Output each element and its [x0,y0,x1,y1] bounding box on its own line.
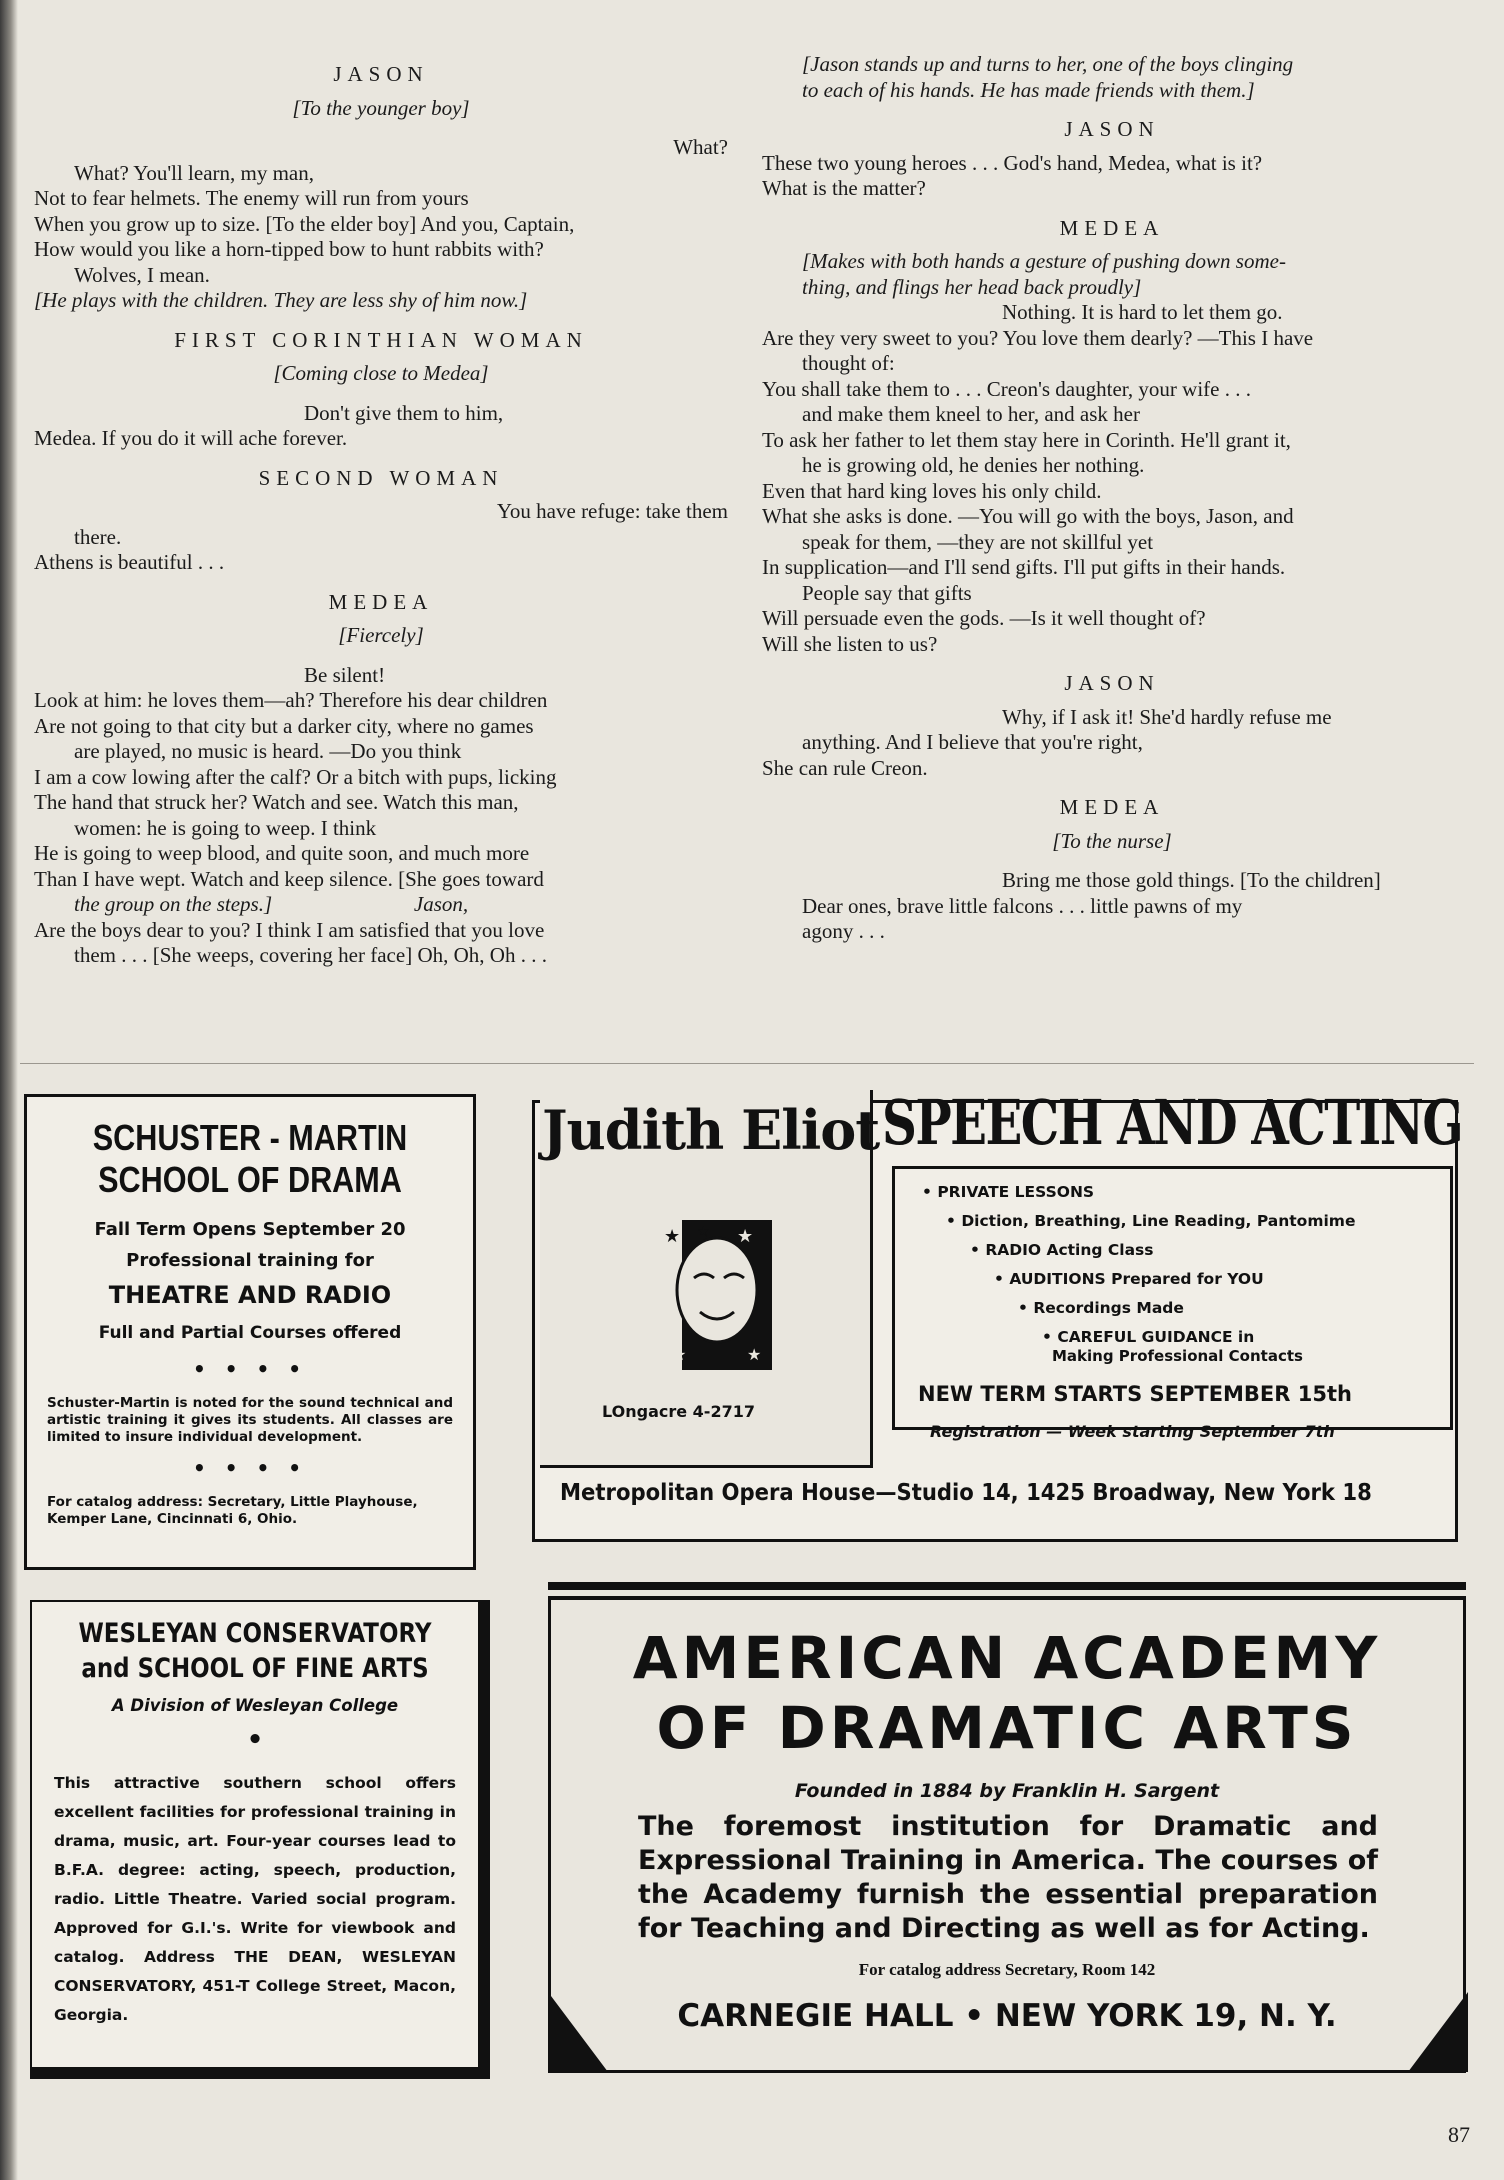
schuster-body: Schuster-Martin is noted for the sound technical and artistic training it gives its students. All classes are limited to insure individual development. [47,1395,453,1445]
eliot-lesson-item [922,1178,1442,1207]
dialogue-line: Nothing. It is hard to let them go. [1002,300,1283,324]
theatre-mask-icon [642,1220,782,1370]
svg-text:★: ★ [664,1226,681,1247]
eliot-registration: Registration — Week starting September 7th [930,1422,1335,1441]
eliot-lesson-list [922,1178,1442,1352]
ad-american-academy [548,1582,1470,2094]
schuster-field: THEATRE AND RADIO [108,1281,392,1309]
dialogue-line: thing, and flings her head back proudly] [802,274,1142,299]
schuster-title-1: SCHUSTER - MARTIN [92,1117,408,1158]
eliot-lesson-text: Recordings Made [1033,1299,1184,1317]
ad-wesleyan-conservatory [30,1600,490,2079]
dialogue-line: to each of his hands. He has made friends with them.] [802,77,1255,102]
stage-direction: [To the younger boy] [292,95,470,120]
bullet-icon: • [946,1212,962,1230]
dialogue-line: Athens is beautiful . . . [34,550,225,574]
speaker-name: JASON [333,62,429,86]
dialogue-line: He is going to weep blood, and quite soon, and much more [34,841,530,865]
dialogue-line: What she asks is done. —You will go with the boys, Jason, and [762,504,1294,528]
dialogue-line: speak for them, —they are not skillful yet [802,529,1154,554]
wesleyan-title-1: WESLEYAN CONSERVATORY [78,1618,432,1649]
eliot-lesson-item [922,1207,1442,1236]
dialogue-line: [Makes with both hands a gesture of pushing down some- [802,249,1286,273]
dialogue-line: Be silent! [304,662,386,687]
bullet-icon: • [1042,1328,1058,1346]
wesleyan-dot: • [246,1725,264,1755]
dialogue-line: Are the boys dear to you? I think I am satisfied that you love [34,917,545,942]
academy-catalog: For catalog address Secretary, Room 142 [858,1960,1156,1979]
academy-top-bar [548,1582,1466,1590]
eliot-lesson-text: Diction, Breathing, Line Reading, Pantomime [961,1212,1356,1230]
bullet-icon: • [994,1270,1010,1288]
dialogue-line: thought of: [802,351,895,375]
dialogue-line: In supplication—and I'll send gifts. I'll put gifts in their hands. [762,555,1286,579]
dialogue-line: there. [74,524,122,549]
schuster-title-2: SCHOOL OF DRAMA [98,1159,402,1200]
play-text-right-column [762,52,1462,945]
dialogue-line: She can rule Creon. [762,755,928,780]
stage-direction: [Fiercely] [338,623,424,647]
stage-direction: [Coming close to Medea] [273,361,489,385]
dialogue-line: and make them kneel to her, and ask her [802,402,1140,426]
page-number: 87 [1448,2122,1470,2147]
dialogue-line: women: he is going to weep. I think [74,815,377,840]
dialogue-line: he is growing old, he denies her nothing. [802,453,1145,477]
dialogue-line: Medea. If you do it will ache forever. [34,426,348,450]
eliot-lesson-text: AUDITIONS Prepared for YOU [1009,1270,1264,1288]
dialogue-line: the group on the steps.] Jason, [74,892,469,916]
eliot-headline: SPEECH AND ACTING [882,1086,1463,1159]
dialogue-line: Than I have wept. Watch and keep silence. [She goes toward [34,866,544,891]
dialogue-line: Look at him: he loves them—ah? Therefore his dear children [34,688,548,712]
dialogue-line: You shall take them to . . . Creon's daughter, your wife . . . [762,376,1251,401]
dialogue-line: People say that gifts [802,580,972,605]
eliot-address: Metropolitan Opera House—Studio 14, 1425 Broadway, New York 18 [560,1480,1372,1506]
eliot-contacts: Making Professional Contacts [1052,1347,1303,1365]
eliot-lesson-text: CAREFUL GUIDANCE in [1057,1328,1255,1346]
schuster-dots-2: • • • • [192,1456,308,1480]
dialogue-line: Wolves, I mean. [74,262,210,287]
speaker-name: MEDEA [1059,215,1165,240]
eliot-lesson-item [922,1236,1442,1265]
svg-text:★: ★ [672,1345,687,1364]
dialogue-line: Even that hard king loves his only child. [762,478,1102,503]
dialogue-line: Are not going to that city but a darker city, where no games [34,713,534,738]
dialogue-line: Will persuade even the gods. —Is it well thought of? [762,606,1206,630]
dialogue-line: Not to fear helmets. The enemy will run from yours [34,186,469,210]
dialogue-line: them . . . [She weeps, covering her face] Oh, Oh, Oh . . . [74,943,547,967]
dialogue-line: What? You'll learn, my man, [74,160,314,185]
speaker-name: MEDEA [1059,795,1165,819]
eliot-lesson-item [922,1294,1442,1323]
speaker-name: JASON [1064,117,1160,141]
eliot-lesson-item [922,1265,1442,1294]
schuster-term: Fall Term Opens September 20 [94,1219,406,1240]
dialogue-line: Bring me those gold things. [To the children] [1002,868,1381,892]
svg-text:★: ★ [697,1224,710,1240]
dialogue-line: These two young heroes . . . God's hand, Medea, what is it? [762,150,1263,175]
dialogue-line: I am a cow lowing after the calf? Or a bitch with pups, licking [34,764,557,789]
dialogue-line: Why, if I ask it! She'd hardly refuse me [1002,704,1332,729]
dialogue-line: [Jason stands up and turns to her, one of the boys clinging [802,52,1294,76]
dialogue-line: anything. And I believe that you're right, [802,730,1143,754]
academy-founded: Founded in 1884 by Franklin H. Sargent [794,1780,1220,1802]
academy-body: The foremost institution for Dramatic and Expressional Training in America. The courses of the Academy furnish the essential preparation for Teaching and Directing as well as for Acting. [638,1811,1378,1944]
ad-schuster-martin [24,1094,476,1570]
divider-rule [20,1063,1474,1064]
speaker-name: JASON [1064,671,1160,695]
dialogue-line: To ask her father to let them stay here in Corinth. He'll grant it, [762,427,1291,452]
speaker-name: FIRST CORINTHIAN WOMAN [174,327,588,352]
schuster-training: Professional training for [126,1250,374,1271]
bullet-icon: • [970,1241,986,1259]
dialogue-line: When you grow up to size. [To the elder boy] And you, Captain, [34,211,575,236]
bullet-icon: • [1018,1299,1034,1317]
play-text-left-column [34,48,728,969]
schuster-catalog: For catalog address: Secretary, Little Playhouse, Kemper Lane, Cincinnati 6, Ohio. [47,1494,418,1527]
wesleyan-body: This attractive southern school offers excellent facilities for professional training in drama, music, art. Four-year courses lead to B.F.A. degree: acting, speech, production, radio. Little Theatre. Varied social program. Approved for G.I.'s. Write for viewbook and catalog. Address THE DEAN, WESLEYAN CONSERVATORY, 451-T College Street, Macon, Georgia. [54,1774,456,2024]
academy-address: CARNEGIE HALL • NEW YORK 19, N. Y. [677,1998,1337,2034]
dialogue-line: are played, no music is heard. —Do you think [74,739,462,763]
ad-judith-eliot [532,1086,1472,1570]
schuster-courses: Full and Partial Courses offered [98,1323,402,1343]
dialogue-line: The hand that struck her? Watch and see. Watch this man, [34,790,519,814]
page-spine-shadow [0,0,18,2180]
academy-title-2: OF DRAMATIC ARTS [656,1694,1358,1762]
dialogue-line: Are they very sweet to you? You love them dearly? —This I have [762,325,1314,350]
speaker-name: SECOND WOMAN [258,465,504,490]
wesleyan-division: A Division of Wesleyan College [111,1696,399,1715]
dialogue-line: [He plays with the children. They are less shy of him now.] [34,288,528,312]
bullet-icon: • [922,1183,938,1201]
eliot-new-term: NEW TERM STARTS SEPTEMBER 15th [918,1382,1352,1406]
eliot-name: Judith Eliot [542,1098,880,1162]
schuster-dots-1: • • • • [192,1357,308,1381]
eliot-phone: LOngacre 4-2717 [602,1402,755,1421]
eliot-lesson-text: RADIO Acting Class [985,1241,1154,1259]
eliot-lesson-text: PRIVATE LESSONS [937,1183,1095,1201]
dialogue-line: How would you like a horn-tipped bow to hunt rabbits with? [34,237,544,261]
dialogue-line: Will she listen to us? [762,631,938,656]
dialogue-line: Don't give them to him, [304,400,504,425]
dialogue-line: You have refuge: take them [496,499,728,523]
speaker-name: MEDEA [328,589,434,614]
stage-direction: [To the nurse] [1052,828,1172,853]
svg-text:★: ★ [737,1226,754,1247]
dialogue-line: What? [673,135,728,159]
dialogue-line: agony . . . [802,919,885,943]
dialogue-line: Dear ones, brave little falcons . . . little pawns of my [802,893,1243,918]
svg-text:★: ★ [747,1345,762,1364]
academy-title-1: AMERICAN ACADEMY [632,1624,1382,1692]
wesleyan-title-2: and SCHOOL OF FINE ARTS [81,1653,429,1684]
dialogue-line: What is the matter? [762,176,926,200]
